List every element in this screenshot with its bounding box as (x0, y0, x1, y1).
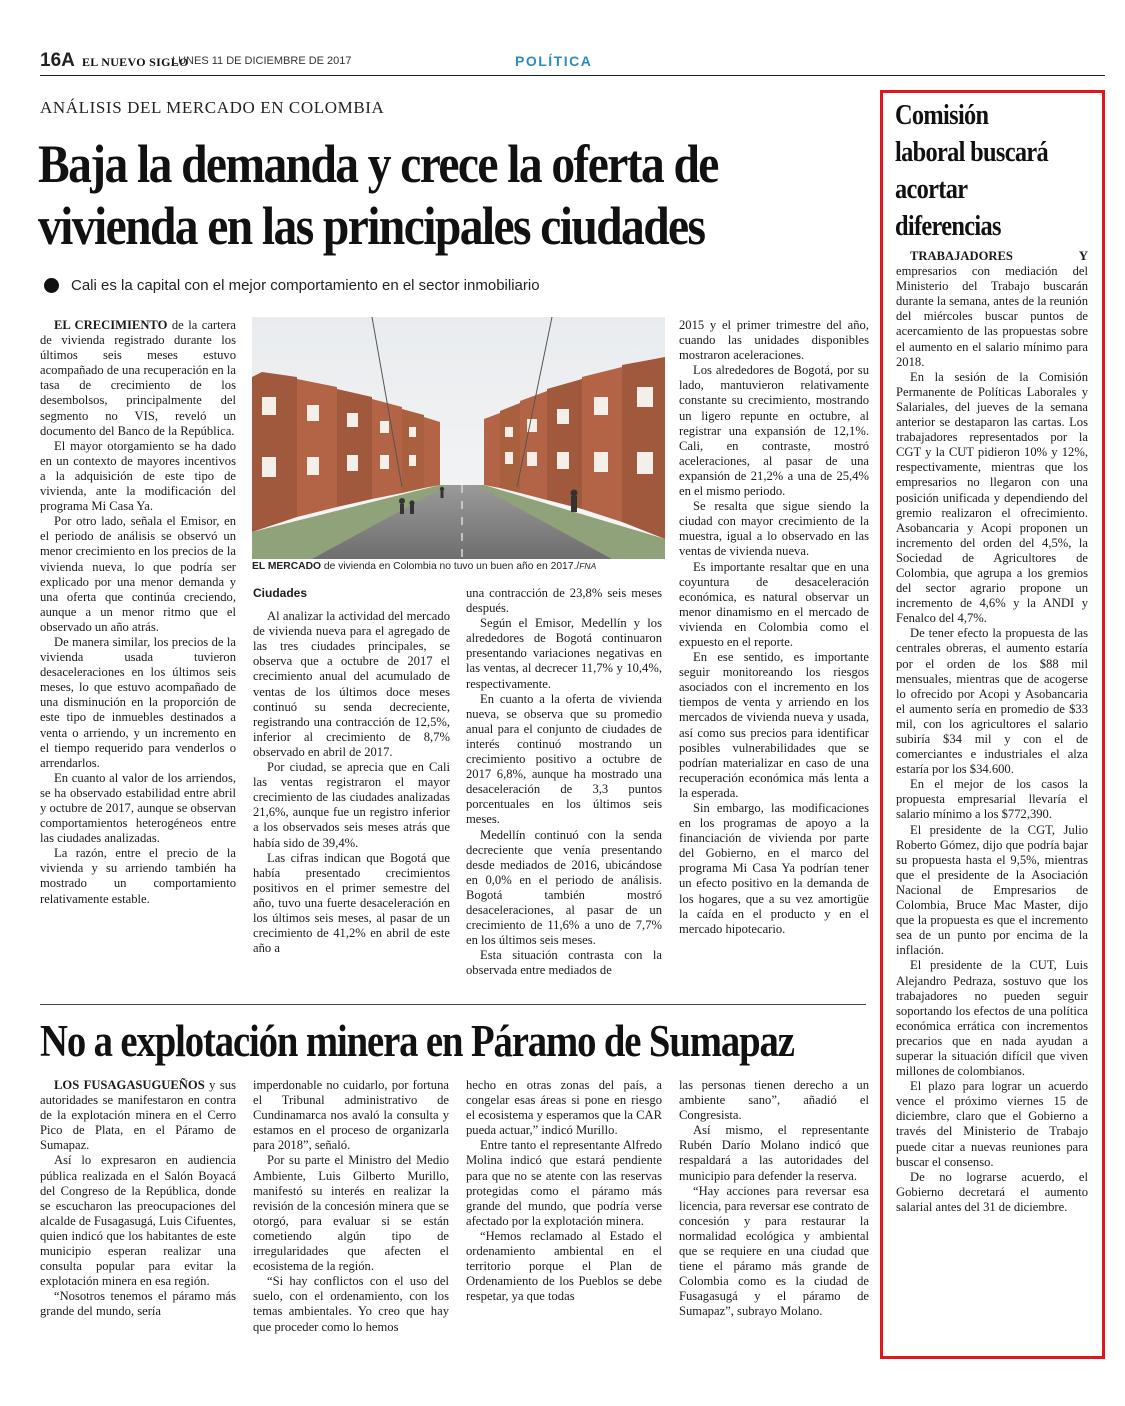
main-article-column-2 (253, 586, 450, 956)
paragraph: Así lo expresaron en audiencia pública realizada en el Salón Boyacá del Congreso de la República, donde se escucharon las preocupaciones del alcalde de Fusagasugá, Luis Cifuentes, quien indicó que los habitantes de este municipio esperan realizar una consulta popular para evitar la explotación minera en esa región. (40, 1153, 236, 1289)
sidebar-headline-line: Comisión (895, 99, 989, 131)
article-kicker: ANÁLISIS DEL MERCADO EN COLOMBIA (40, 98, 385, 117)
paragraph: Por su parte el Ministro del Medio Ambiente, Luis Gilberto Murillo, manifestó su interés en realizar la revisión de la concesión minera que se otorgó, para evaluar si se están cometiendo algún tipo de irregularidades que afecten el ecosistema de la región. (253, 1153, 449, 1274)
paragraph: “Hemos reclamado al Estado el ordenamiento ambiental en el territorio porque el Plan de Ordenamiento de los Pueblos se debe respetar, ya que todas (466, 1228, 662, 1304)
paragraph: “Nosotros tenemos el páramo más grande del mundo, sería (40, 1289, 236, 1319)
paragraph: 2015 y el primer trimestre del año, cuando las unidades disponibles mostraron aceleraciones. (679, 318, 869, 363)
newspaper-name: EL NUEVO SIGLO (82, 55, 189, 69)
paragraph: una contracción de 23,8% seis meses después. (466, 586, 662, 616)
publication-date: LUNES 11 DE DICIEMBRE DE 2017 (172, 55, 352, 67)
photo-caption (252, 561, 672, 572)
paragraph: De no lograrse acuerdo, el Gobierno decretará el aumento salarial antes del 31 de diciembre. (896, 1169, 1088, 1214)
paragraph: En ese sentido, es importante seguir monitoreando los riesgos asociados con el incremento en los tiempos de venta y arriendo en los mercados de vivienda nueva y usada, así como sus precios para identificar posibles vulnerabilidades que se podrían materializar en caso de una recuperación económica más lenta a la esperada. (679, 650, 869, 800)
article-divider (40, 1004, 866, 1005)
sidebar-headline-line: diferencias (895, 210, 1001, 242)
main-headline (38, 133, 777, 257)
section-name: POLÍTICA (515, 53, 593, 69)
paragraph: TRABAJADORES Y empresarios con mediación del Ministerio del Trabajo buscarán durante la semana, antes de la reunión del miércoles buscar puntos de acercamiento de las propuestas sobre el aumento en el salario mínimo para 2018. (896, 249, 1088, 369)
paragraph: En cuanto al valor de los arriendos, se ha observado estabilidad entre abril y octubre de 2017, aunque se observan comportamientos heterogéneos entre las ciudades analizadas. (40, 770, 236, 846)
paragraph: Por otro lado, señala el Emisor, en el periodo de análisis se observó un menor crecimiento en los precios de la vivienda nueva, lo que podría ser explicado por una menor demanda y una oferta que continúa creciendo, aunque a un menor ritmo que el observado un año atrás. (40, 514, 236, 634)
subsection-title: Ciudades (253, 586, 308, 600)
sidebar-body (896, 249, 1088, 1215)
page-number: 16A (40, 50, 75, 71)
paragraph: Así mismo, el representante Rubén Darío Molano indicó que respaldará a las autoridades del municipio para defender la reserva. (679, 1123, 869, 1183)
paragraph: “Si hay conflictos con el uso del suelo, con el ordenamiento, con los temas ambientales. Yo creo que hay que proceder como lo hemos (253, 1274, 449, 1334)
second-article-column-1 (40, 1078, 236, 1320)
headline-line-1: Baja la demanda y crece la oferta de (38, 134, 718, 194)
main-article-column-1 (40, 318, 236, 907)
main-article-column-3 (466, 586, 662, 978)
page-header (40, 50, 1105, 76)
lede: TRABAJADORES Y (910, 249, 1088, 263)
paragraph: De tener efecto la propuesta de las centrales obreras, el aumento estaría por el orden de los $88 mil mensuales, mientras que de acogerse lo ofrecido por Acopi y Asobancaria el aumento sería en promedio de $33 mil, con los agricultores el salario subiría $34 mil y con el de comerciantes e industriales el alza estaría por los $34.600. (896, 626, 1088, 777)
paragraph: De manera similar, los precios de la vivienda usada tuvieron desaceleraciones en los últimos seis meses, lo que estuvo acompañado de una disminución en la proporción de este tipo de inmuebles destinados a venta o arriendo, y un incremento en el tiempo requerido para venderlos o arrendarlos. (40, 634, 236, 770)
second-headline: No a explotación minera en Páramo de Sumapaz (40, 1016, 794, 1066)
second-article-column-4 (679, 1078, 869, 1320)
sidebar-headline-line: acortar (895, 173, 968, 205)
bullet-icon (44, 278, 59, 293)
paragraph: Las cifras indican que Bogotá que había presentado crecimientos positivos en el primer semestre del año, tuvo una fuerte desaceleración en los últimos seis meses, al pasar de un crecimiento de 41,2% en abril de este año a (253, 850, 450, 956)
main-article-column-4 (679, 318, 869, 937)
caption-text: de vivienda en Colombia no tuvo un buen año en 2017./ (321, 561, 580, 572)
paragraph: En el mejor de los casos la propuesta empresarial llevaría el salario mínimo a los $772,390. (896, 777, 1088, 822)
paragraph: Por ciudad, se aprecia que en Cali las ventas registraron el mayor crecimiento de las ciudades analizadas 21,6%, aunque fue un registro inferior a los observados seis meses atrás que había sido de 39,4%. (253, 760, 450, 850)
caption-lead: EL MERCADO (252, 561, 322, 572)
paragraph: El presidente de la CGT, Julio Roberto Gómez, dijo que podría bajar su propuesta hasta el 9,5%, mientras que el presidente de la Asociación Nacional de Empresarios de Colombia, Bruce Mac Master, dijo que la propuesta es que el incremento sea de un punto por encima de la inflación. (896, 822, 1088, 958)
lede: EL CRECIMIENTO (54, 318, 168, 332)
paragraph: las personas tienen derecho a un ambiente sano”, añadió el Congresista. (679, 1078, 869, 1123)
paragraph: El presidente de la CUT, Luis Alejandro Pedraza, sostuvo que los trabajadores no pueden seguir soportando los efectos de una política económica errática con incrementos precarios que en nada ayudan a superar la situación difícil que viven millones de colombianos. (896, 958, 1088, 1079)
photo-credit: FNA (579, 561, 597, 571)
second-article-column-3 (466, 1078, 662, 1304)
paragraph: El mayor otorgamiento se ha dado en un contexto de mayores incentivos a la adquisición de este tipo de vivienda, ante la modificación del programa Mi Casa Ya. (40, 438, 236, 514)
paragraph: hecho en otras zonas del país, a congelar esas áreas si pone en riesgo el ecosistema y esperamos que la CAR pueda actuar,” indicó Murillo. (466, 1078, 662, 1138)
headline-line-2: vivienda en las principales ciudades (38, 196, 705, 256)
paragraph: Medellín continuó con la senda decreciente que venía presentando desde mediados de 2016, ubicándose en 0,0% en el periodo de análisis. Bogotá también mostró desaceleraciones, al pasar de un crecimiento de 11,6% a uno de 7,7% en los últimos seis meses. (466, 827, 662, 948)
paragraph: En la sesión de la Comisión Permanente de Políticas Laborales y Salariales, del jueves de la semana anterior se destaparon las cartas. Los trabajadores representados por la CGT y la CUT pidieron 10% y 12%, respectivamente, mientras que los empresarios no llegaron con una posición unificada y dependiendo del gremio realizaron el ofrecimiento. Asobancaria y Acopi proponen un incremento del orden del 4,5%, la Sociedad de Agricultores de Colombia, que agrupa a los gremios del sector agrario propone un incremento de 4,6% y la ANDI y Fenalco del 4,7%. (896, 369, 1088, 626)
paragraph: “Hay acciones para reversar esa licencia, para reversar ese contrato de concesión y para restaurar la normalidad ecológica y ambiental que se requiere en una ciudad que tiene el páramo más grande de Colombia como es la ciudad de Fusagasugá y el páramo de Sumapaz”, subrayo Molano. (679, 1183, 869, 1319)
paragraph: Es importante resaltar que en una coyuntura de desaceleración económica, es natural observar un menor dinamismo en el mercado de vivienda en Colombia como el expuesto en el reporte. (679, 559, 869, 649)
second-article-column-2 (253, 1078, 449, 1335)
housing-street-illustration (252, 317, 665, 559)
paragraph: Se resalta que sigue siendo la ciudad con mayor crecimiento de la muestra, igual a lo observado en las ventas de vivienda nueva. (679, 499, 869, 559)
paragraph: Esta situación contrasta con la observada entre mediados de (466, 948, 662, 978)
paragraph: Al analizar la actividad del mercado de vivienda nueva para el agregado de las tres ciudades principales, se observa que a octubre de 2017 el crecimiento anual del acumulado de ventas de los últimos doce meses continuó su senda decreciente, registrando una contracción de 12,5%, inferior al crecimiento de 8,7% observado en abril de 2017. (253, 609, 450, 759)
paragraph: Según el Emisor, Medellín y los alrededores de Bogotá continuaron presentando variaciones negativas en las ventas, al decrecer 11,7% y 10,4%, respectivamente. (466, 616, 662, 691)
paragraph: EL CRECIMIENTO de la cartera de vivienda registrado durante los últimos seis meses estuvo acompañado de una recuperación en la tasa de crecimiento de los desembolsos, principalmente del segmento no VIS, reveló un documento del Banco de la República. (40, 318, 236, 438)
paragraph: El plazo para lograr un acuerdo vence el próximo viernes 15 de diciembre, claro que el Gobierno a través del Ministerio de Trabajo puede citar a nuevas reuniones para buscar el consenso. (896, 1079, 1088, 1169)
paragraph: Los alrededores de Bogotá, por su lado, mantuvieron relativamente constante su crecimiento, mostrando un ligero repunte en octubre, al registrar una expansión de 12,1%. Cali, en contraste, mostró aceleraciones, al pasar de una expansión de 21,2% a una de 25,4% en el mismo periodo. (679, 363, 869, 499)
sidebar-headline-line: laboral buscará (895, 136, 1049, 168)
paragraph: Entre tanto el representante Alfredo Molina indicó que estará pendiente para que no se atente con las reservas protegidas como el páramo más grande del mundo, que podría verse afectado por la explotación minera. (466, 1138, 662, 1228)
lede: LOS FUSAGASUGUEÑOS (54, 1078, 205, 1092)
article-subhead (44, 277, 540, 294)
subhead-text: Cali es la capital con el mejor comportamiento en el sector inmobiliario (71, 277, 540, 294)
paragraph: En cuanto a la oferta de vivienda nueva, se observa que su promedio anual para el conjunto de ciudades de interés continuó mostrando un crecimiento positivo a octubre de 2017 6,8%, aunque ha mostrado una desaceleración de 3,3 puntos porcentuales en los últimos seis meses. (466, 691, 662, 827)
sidebar-box (880, 90, 1105, 1359)
paragraph: LOS FUSAGASUGUEÑOS y sus autoridades se manifestaron en contra de la explotación minera en el Cerro Pico de Plata, en el Páramo de Sumapaz. (40, 1078, 236, 1153)
sidebar-headline (895, 97, 1063, 245)
housing-photo (252, 317, 665, 559)
paragraph: La razón, entre el precio de la vivienda y su arriendo también ha mostrado un comportamiento relativamente estable. (40, 846, 236, 906)
paragraph: imperdonable no cuidarlo, por fortuna el Tribunal administrativo de Cundinamarca nos avaló la consulta y estamos en el proceso de organizarla para 2018”, señaló. (253, 1078, 449, 1153)
paragraph: Sin embargo, las modificaciones en los programas de apoyo a la financiación de vivienda por parte del Gobierno, en el marco del programa Mi Casa Ya podrían tener un efecto positivo en la demanda de los hogares, que a su vez amortigüe la caída en el producto y en el mercado hipotecario. (679, 801, 869, 936)
